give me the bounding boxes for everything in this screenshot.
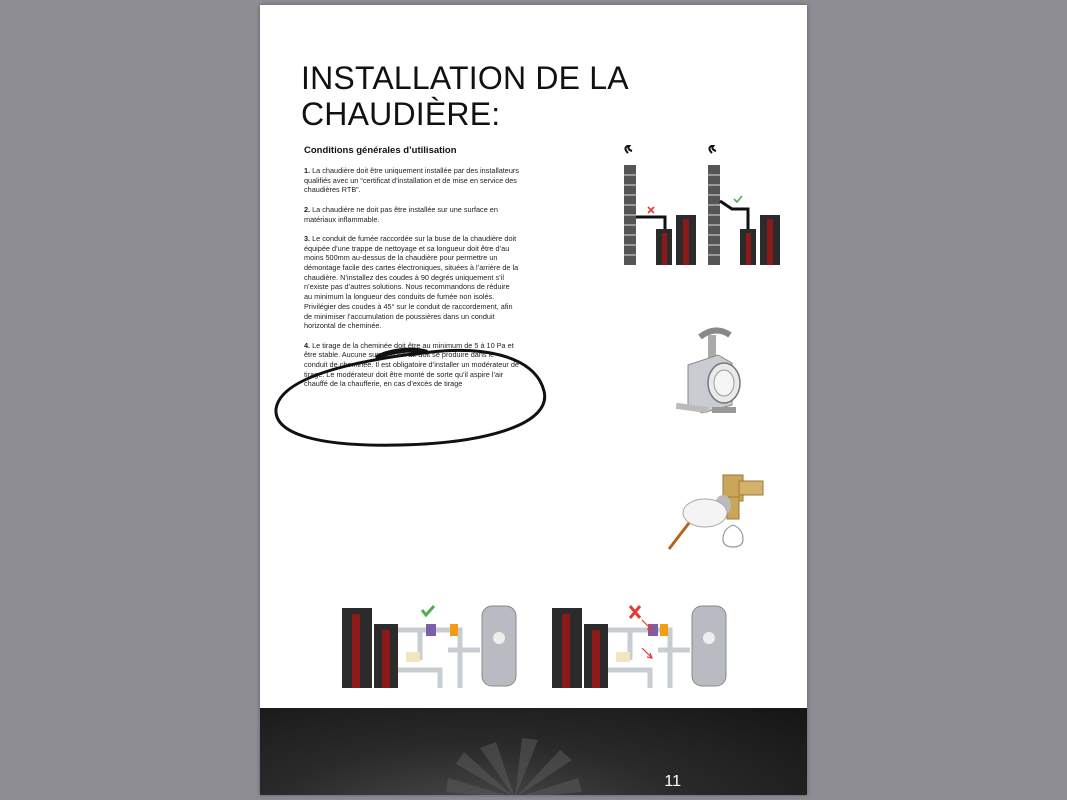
boiler-hydraulic-diagram-icon bbox=[340, 600, 525, 692]
section-heading: Conditions générales d’utilisation bbox=[304, 145, 457, 156]
thermostatic-valve-icon bbox=[665, 465, 775, 555]
condition-number: 2. bbox=[304, 204, 311, 214]
title-line-2: CHAUDIÈRE: bbox=[301, 96, 501, 132]
condition-number: 4. bbox=[304, 340, 311, 350]
cross-icon bbox=[630, 606, 640, 618]
draught-regulator-icon bbox=[670, 325, 760, 425]
page-title bbox=[301, 60, 629, 132]
check-icon bbox=[422, 606, 434, 615]
condition-number: 3. bbox=[304, 233, 311, 243]
condition-text: La chaudière doit être uniquement installée par des installateurs qualifiés avec un “certificat d’installation et de mise en service des chaudières RTB”. bbox=[304, 166, 519, 195]
condition-item-4 bbox=[304, 341, 519, 390]
title-line-1: INSTALLATION DE LA bbox=[301, 60, 629, 96]
condition-number: 1. bbox=[304, 166, 311, 175]
condition-item-2 bbox=[304, 205, 519, 224]
condition-item-1 bbox=[304, 166, 519, 195]
boiler-hydraulic-diagram-icon bbox=[550, 600, 735, 692]
condition-item-3 bbox=[304, 234, 519, 331]
page-number: 11 bbox=[664, 773, 681, 790]
condition-text: Le tirage de la cheminée doit être au minimum de 5 à 10 Pa et être stable. Aucune surpression ne doit se produire dans le conduit de cheminée. Il est obligatoire d’installer un modérateur de tirage. Le modérateur doit être monté de sorte qu’il aspire l’air chauffé de la chaufferie, en cas d’excès de tirage bbox=[304, 340, 519, 389]
condition-text: La chaudière ne doit pas être installée sur une surface en matériaux inflammable. bbox=[304, 204, 498, 224]
condition-text: Le conduit de fumée raccordée sur la buse de la chaudière doit équipée d’une trappe de nettoyage et sa longueur doit être d’au moins 500mm au-dessus de la chaudière pour permettre un démontage facile des cartes électroniques, situées à l’arrière de la chaudière. N’installez des coudes à 90 degrés uniquement s’il n’existe pas d’autres solutions. Nous recommandons de réduire au minimum la longueur des conduits de fumée non isolés. Privilégier des coudes à 45° sur le conduit de raccordement, afin de minimiser l’accumulation de poussières dans un conduit horizontal de cheminée. bbox=[304, 233, 519, 331]
chimney-connection-icon bbox=[610, 145, 785, 275]
document-page bbox=[260, 5, 807, 795]
conditions-text bbox=[304, 166, 519, 399]
page-footer bbox=[260, 708, 807, 795]
footer-sunburst-decoration bbox=[260, 708, 807, 795]
